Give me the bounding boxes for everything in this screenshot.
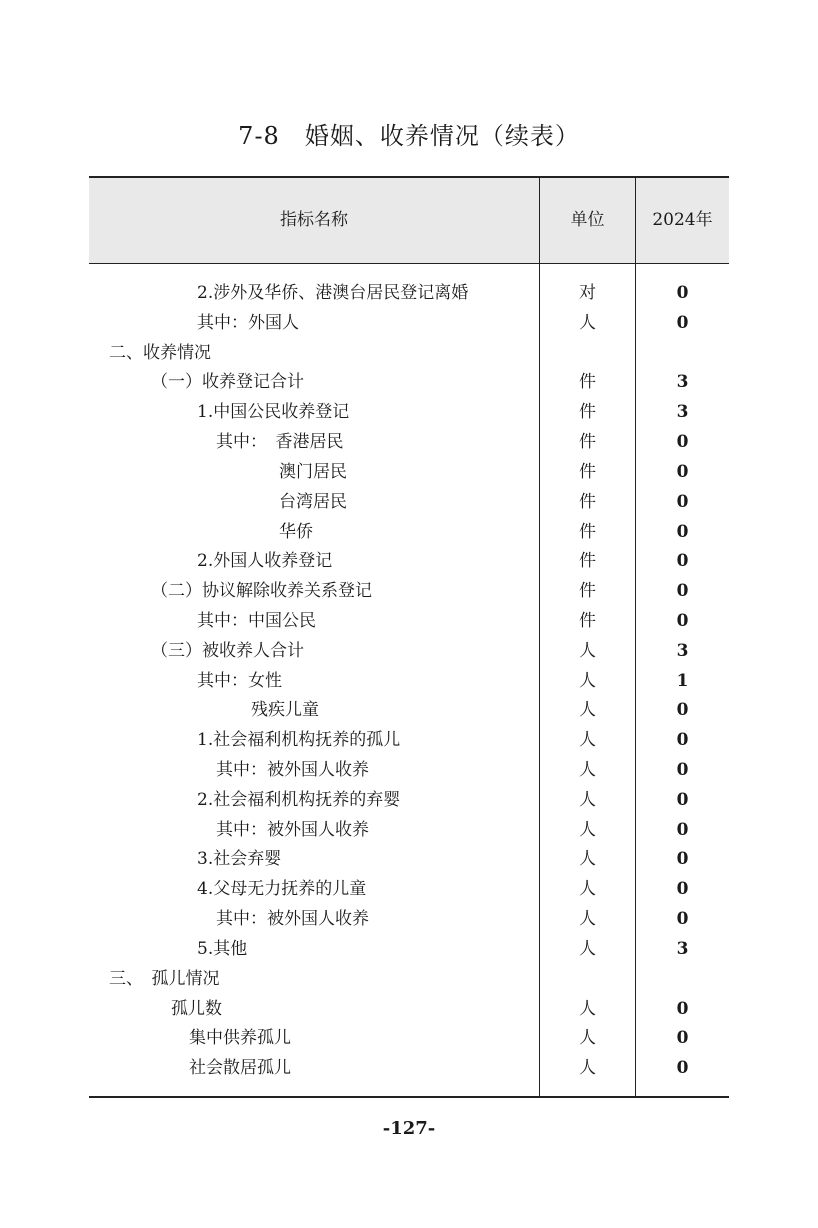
row-label: 5.其他 [197,938,248,959]
row-label: 集中供养孤儿 [189,1028,291,1049]
row-unit: 人 [579,640,596,661]
row-unit: 人 [579,789,596,810]
table-row [89,995,729,1025]
table-title: 7-8 婚姻、收养情况（续表） [238,122,580,150]
row-label: 澳门居民 [279,461,347,482]
table-row [89,786,729,816]
table-row [89,368,729,398]
row-unit: 件 [579,402,596,423]
row-label: （二）协议解除收养关系登记 [151,581,372,602]
row-unit: 人 [579,730,596,751]
table-row [89,756,729,786]
row-label: 其中：外国人 [197,312,299,333]
row-unit: 件 [579,521,596,542]
table-row [89,607,729,637]
row-value: 0 [676,760,689,780]
table-row [89,816,729,846]
table-row [89,577,729,607]
table-row [89,905,729,935]
row-value: 0 [676,730,689,751]
row-value: 3 [676,640,689,661]
row-label: 2.外国人收养登记 [197,551,333,572]
row-unit: 人 [579,1058,596,1079]
row-value: 0 [676,461,689,482]
row-label: 2.社会福利机构抚养的弃婴 [197,789,401,810]
row-unit: 件 [579,551,596,572]
row-unit: 人 [579,849,596,870]
table-row [89,696,729,726]
row-unit: 人 [579,700,596,721]
row-unit: 人 [579,760,596,780]
row-unit: 人 [579,670,596,691]
table-bottom-rule [89,1096,729,1098]
table-row [89,875,729,905]
row-unit: 件 [579,491,596,512]
table-row [89,518,729,548]
table-row [89,488,729,518]
row-unit: 人 [579,819,596,840]
row-unit: 件 [579,372,596,393]
table-row [89,667,729,697]
row-unit: 人 [579,312,596,333]
row-value: 0 [676,849,689,870]
row-unit: 人 [579,909,596,930]
table-body [89,279,729,1084]
table-row [89,935,729,965]
table-row [89,428,729,458]
row-unit: 人 [579,938,596,959]
table-row [89,547,729,577]
row-value: 0 [676,432,689,453]
row-value: 0 [676,879,689,900]
row-value: 0 [676,700,689,721]
header-year: 2024年 [652,210,713,230]
row-label: 社会散居孤儿 [189,1058,291,1079]
row-unit: 人 [579,1028,596,1049]
row-value: 3 [676,402,689,423]
row-unit: 人 [579,879,596,900]
row-unit: 件 [579,461,596,482]
row-label: 孤儿数 [171,998,222,1019]
table-row [89,309,729,339]
table-row [89,458,729,488]
row-label: 其中：被外国人收养 [216,909,369,930]
row-value: 0 [676,491,689,512]
row-label: （一）收养登记合计 [151,372,304,393]
row-unit: 件 [579,610,596,631]
table-row [89,1024,729,1054]
row-value: 0 [676,789,689,810]
table-header-rule [89,263,729,264]
row-value: 0 [676,998,689,1019]
row-label: 三、 孤儿情况 [109,968,220,989]
row-value: 0 [676,819,689,840]
row-label: 1.社会福利机构抚养的孤儿 [197,730,401,751]
row-value: 0 [676,581,689,602]
row-label: 华侨 [279,521,313,542]
row-label: 其中：被外国人收养 [216,760,369,780]
row-value: 0 [676,521,689,542]
row-unit: 件 [579,581,596,602]
table-row [89,1054,729,1084]
row-value: 3 [676,938,689,959]
row-label: 残疾儿童 [251,700,319,721]
row-label: （三）被收养人合计 [151,640,304,661]
row-value: 0 [676,610,689,631]
row-unit: 对 [579,283,596,303]
table-row [89,279,729,309]
table-row [89,398,729,428]
row-label: 其中：中国公民 [197,610,316,631]
row-value: 0 [676,1058,689,1079]
row-label: 二、收养情况 [109,342,211,363]
table-row [89,845,729,875]
row-label: 1.中国公民收养登记 [197,402,350,423]
row-label: 2.涉外及华侨、港澳台居民登记离婚 [197,283,469,303]
row-value: 3 [676,372,689,393]
row-value: 0 [676,312,689,333]
row-value: 0 [676,551,689,572]
header-unit: 单位 [570,210,605,230]
table-row [89,339,729,369]
row-label: 其中：被外国人收养 [216,819,369,840]
table-row [89,637,729,667]
row-value: 0 [676,909,689,930]
row-label: 台湾居民 [279,491,347,512]
row-unit: 件 [579,432,596,453]
row-value: 1 [676,670,689,691]
row-value: 0 [676,1028,689,1049]
row-label: 3.社会弃婴 [197,849,282,870]
table-row [89,965,729,995]
page-number: -127- [382,1118,436,1139]
row-label: 其中：女性 [197,670,282,691]
row-label: 4.父母无力抚养的儿童 [197,879,367,900]
row-value: 0 [676,283,689,303]
row-unit: 人 [579,998,596,1019]
header-indicator-name: 指标名称 [280,210,348,230]
table-row [89,726,729,756]
row-label: 其中： 香港居民 [216,432,344,453]
